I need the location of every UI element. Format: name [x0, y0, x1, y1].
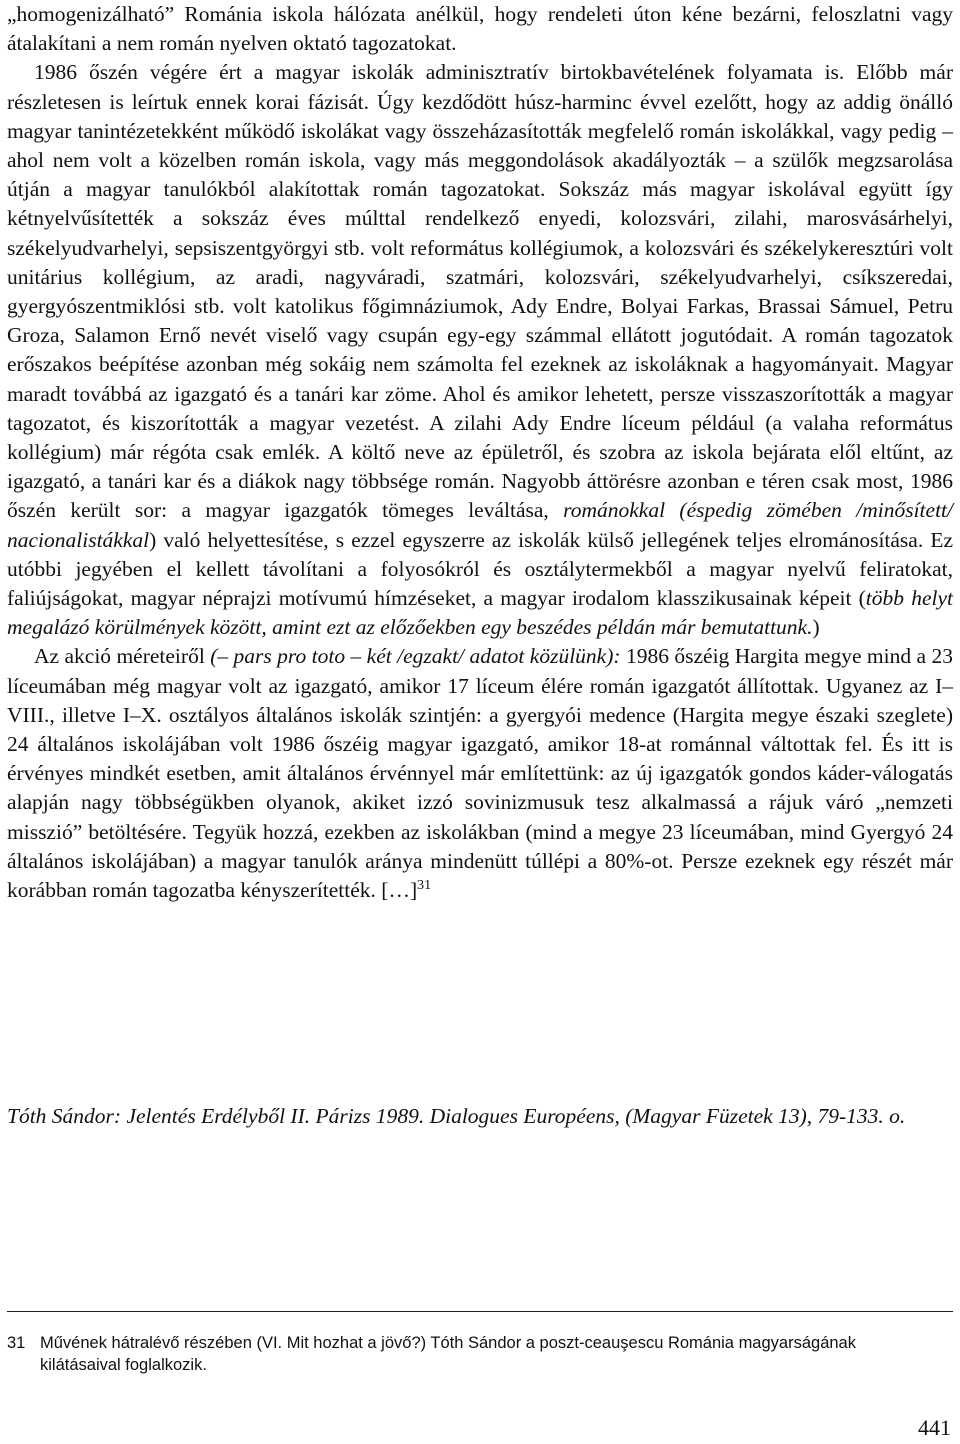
- footnote-number: 31: [7, 1334, 26, 1352]
- paragraph-1-opening-sentence: „homogenizálható” Románia iskola hálózata anélkül, hogy rendeleti úton kéne bezárni, feloszlatni vagy átalakítani a nem román nyelven oktató tagozatokat.: [7, 2, 953, 56]
- paragraph-1-text: 1986 őszén végére ért a magyar iskolák adminisztratív birtokbavételének folyamata is. Előbb már részletesen is leírtuk ennek korai fázisát. Úgy kezdődött húsz-harminc évvel ezelőtt, hogy az addig önálló magyar tanintézetekként működő iskolákat vagy összeházasították megfelelő román iskolákkal, vagy pedig – ahol nem volt a közelben román iskola, vagy más meggondolások akadályozták – a szülők megzsarolása útján a magyar tanulókból alakítottak román tagozatokat. Sokszáz más magyar iskolával együtt így kétnyelvűsítették a sokszáz éves múlttal rendelkező enyedi, kolozsvári, zilahi, marosvásárhelyi, székelyudvarhelyi, sepsiszentgyörgyi stb. volt református kollégiumok, a kolozsvári és székelykeresztúri volt unitárius kollégium, az aradi, nagyváradi, szatmári, kolozsvári, székelyudvarhelyi, csíkszeredai, gyergyószentmiklósi stb. volt katolikus főgimnáziumok, Ady Endre, Bolyai Farkas, Brassai Sámuel, Petru Groza, Salamon Ernő nevét viselő vagy csupán egy-egy számmal ellátott jogutódait. A román tagozatok erőszakos beépítése azonban még sokáig nem számolta fel ezeknek az iskoláknak a hagyományait. Magyar maradt továbbá az igazgató és a tanári kar zöme. Ahol és amikor lehetett, persze visszaszorították a magyar tagozatot, és kiszorították a magyar vezetést. A zilahi Ady Endre líceum például (a valaha református kollégium) már régóta csak emlék. A költő neve az épületről, és szobra az iskola bejárata elől eltűnt, az igazgató, a tanári kar és a diákok nagy többsége román. Nagyobb áttörésre azonban e téren csak most, 1986 őszén került sor: a magyar igazgatók tömeges leváltása,: [7, 60, 953, 523]
- footnote: [7, 1332, 953, 1376]
- paragraph-2: [7, 642, 953, 905]
- main-text: [7, 0, 953, 905]
- footnote-text: Művének hátralévő részében (VI. Mit hozhat a jövő?) Tóth Sándor a poszt-ceauşescu Románia magyarságának: [40, 1334, 856, 1352]
- paragraph-2-lead: Az akció méreteiről: [34, 644, 211, 669]
- paragraph-1-italic-phrase: románokkal (éspedig zömében /minősített/ nacionalistákkal: [7, 498, 953, 552]
- paragraph-2-text: 1986 őszéig Hargita megye mind a 23 líceumában még magyar volt az igazgató, amikor 17 líceum élére román igazgatót állítottak. Ugyanez az I–VIII., illetve I–X. osztályos általános iskolák szintjén: a gyergyói medence (Hargita megye északi szeglete) 24 általános iskolájában volt 1986 őszéig magyar igazgató, amikor 18-at románnal váltottak fel. És itt is érvényes mindkét esetben, amit általános érvénnyel már említettünk: az új igazgatók gondos káder-válogatás alapján nagy többségükben olyanok, akiket izzó sovinizmusuk tesz alkalmassá a rájuk váró „nemzeti misszió” betöltésére. Tegyük hozzá, ezekben az iskolákban (mind a megye 23 líceumában, mind Gyergyó 24 általános iskolájában) a magyar tanulók aránya mindenütt túllépi a 80%-ot. Persze ezeknek egy részét már korábban román tagozatba kényszerítették. […]: [7, 644, 953, 903]
- paragraph-1-italic-remark: több helyt megalázó körülmények között, amint ezt az előzőekben egy beszédes példán már bemutattunk.: [7, 586, 953, 640]
- paragraph-2-italic-aside: (– pars pro toto – két /egzakt/ adatot közülünk):: [210, 644, 621, 669]
- page-number: 441: [918, 1415, 951, 1440]
- paragraph-1: [7, 0, 953, 642]
- footnote-line: [7, 1332, 953, 1354]
- paragraph-1-closing-paren: ): [812, 615, 820, 640]
- paragraph-1-text-cont: ) való helyettesítése, s ezzel egyszerre az iskolák külső jellegének teljes elrománosítása. Ez utóbbi jegyében el kellett távolítani a folyosókról és osztálytermekből a magyar nyelvű feliratokat, faliújságokat, magyar néprajzi motívumú hímzéseket, a magyar irodalom klasszikusainak képeit (: [7, 527, 953, 611]
- footnote-reference[interactable]: 31: [417, 877, 432, 893]
- footnote-text-continued: kilátásaival foglalkozik.: [40, 1356, 207, 1374]
- source-citation: Tóth Sándor: Jelentés Erdélyből II. Párizs 1989. Dialogues Européens, (Magyar Füzetek 13), 79-133. o.: [7, 1104, 906, 1128]
- footnote-divider: [7, 1311, 953, 1312]
